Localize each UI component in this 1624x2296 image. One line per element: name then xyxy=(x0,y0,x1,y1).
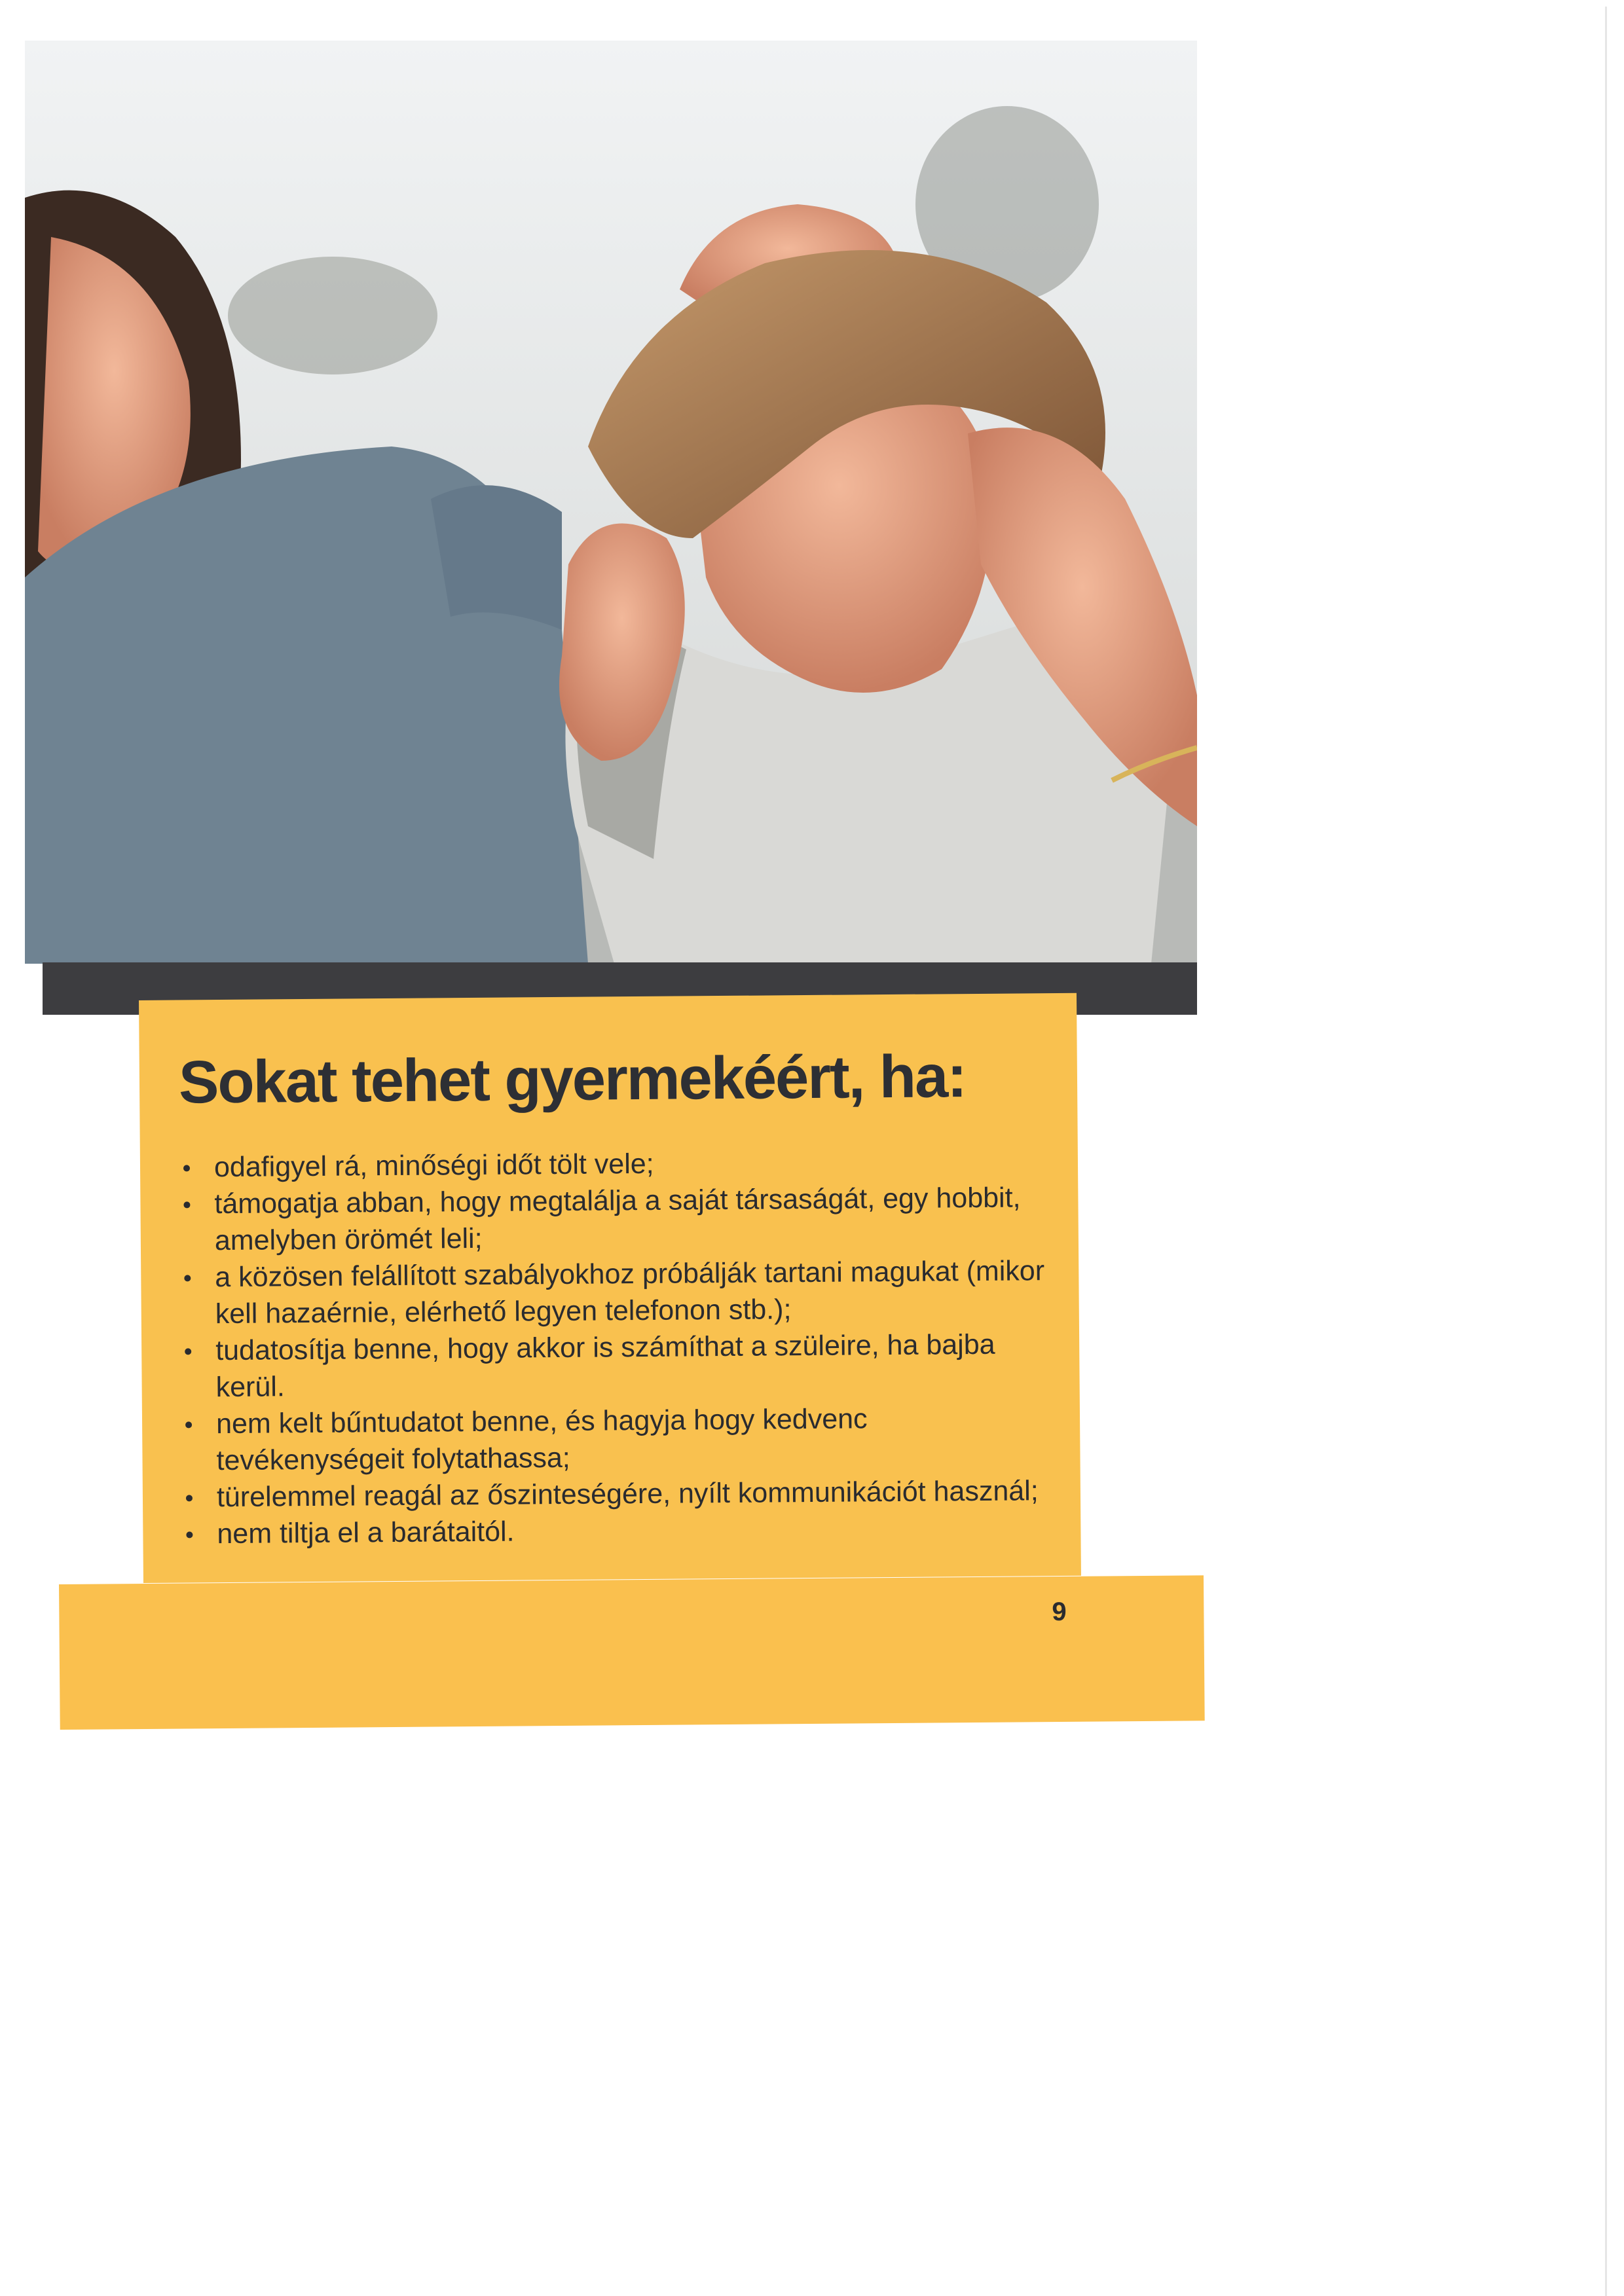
advice-list xyxy=(178,1142,1059,1553)
list-item-text: támogatja abban, hogy megtalálja a saját társaságát, egy hobbit, amelyben örömét leli; xyxy=(214,1182,1021,1257)
list-item-text: a közösen felállított szabályokhoz próbálják tartani magukat (mikor kell hazaérnie, elérhető legyen telefonon stb.); xyxy=(215,1255,1045,1330)
list-item-text: tudatosítja benne, hogy akkor is számíthat a szüleire, ha bajba kerül. xyxy=(215,1328,995,1404)
list-item xyxy=(178,1179,1056,1260)
photo-illustration xyxy=(25,41,1197,964)
list-item-text: nem tiltja el a barátaitól. xyxy=(217,1516,515,1550)
bullet-icon xyxy=(185,1348,191,1355)
list-item xyxy=(180,1399,1058,1480)
list-item-text: nem kelt bűntudatot benne, és hagyja hogy kedvenc tevékenységeit folytathassa; xyxy=(215,1403,868,1477)
bullet-icon xyxy=(183,1165,190,1171)
bullet-icon xyxy=(185,1421,192,1428)
page-number: 9 xyxy=(1052,1597,1067,1627)
list-item xyxy=(179,1252,1057,1333)
footer-band xyxy=(59,1575,1205,1730)
list-item xyxy=(178,1142,1056,1186)
list-item xyxy=(181,1472,1058,1516)
list-item-text: türelemmel reagál az őszinteségére, nyílt kommunikációt használ; xyxy=(216,1475,1039,1514)
panel-heading: Sokat tehet gyermekéért, ha: xyxy=(178,1043,967,1116)
bullet-icon xyxy=(183,1201,190,1208)
advice-panel xyxy=(139,993,1081,1583)
list-item-text: odafigyel rá, minőségi időt tölt vele; xyxy=(213,1148,654,1184)
bullet-icon xyxy=(186,1495,193,1501)
scan-edge-line xyxy=(1605,7,1607,2296)
list-item xyxy=(181,1509,1058,1553)
bullet-icon xyxy=(186,1531,193,1538)
bullet-icon xyxy=(184,1275,191,1281)
hero-photo xyxy=(25,41,1197,964)
list-item xyxy=(179,1326,1058,1406)
